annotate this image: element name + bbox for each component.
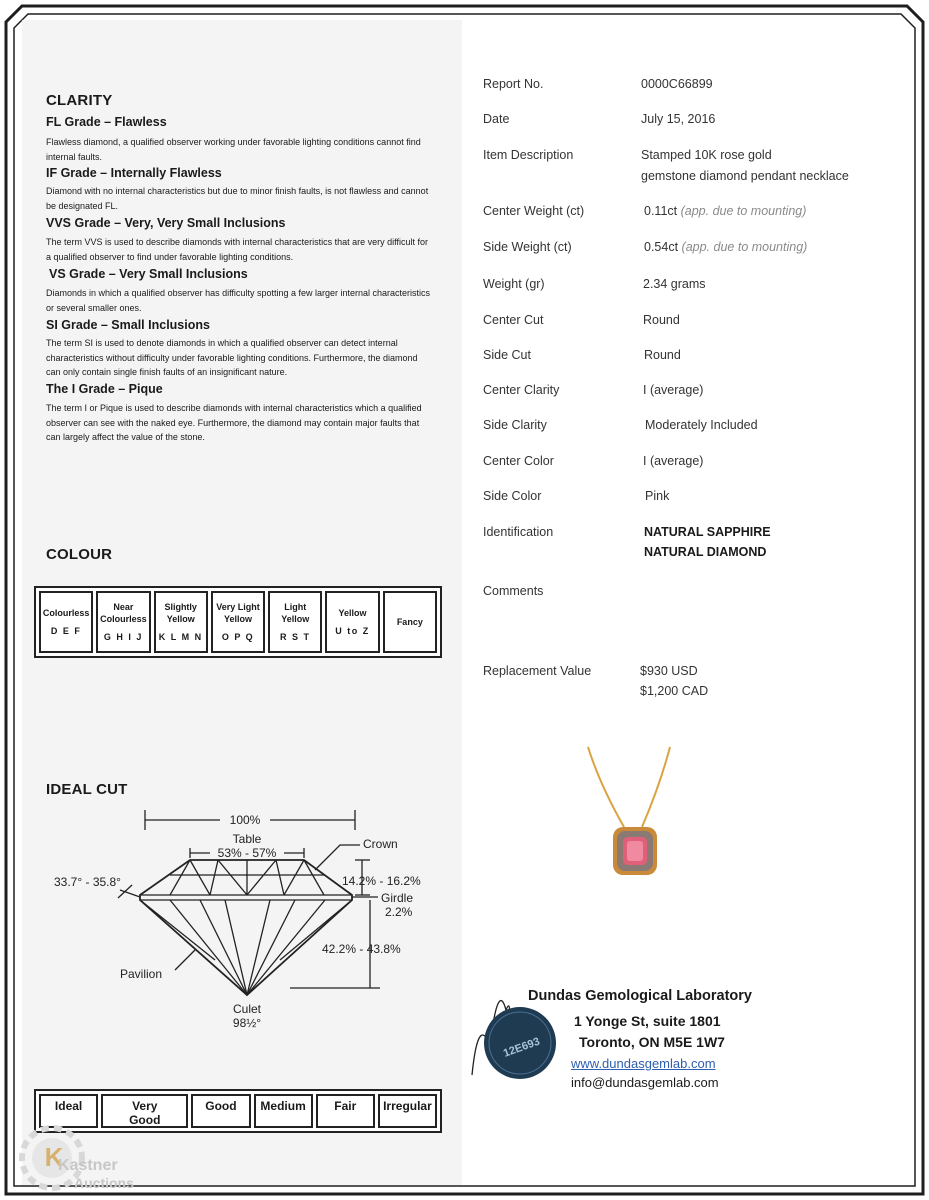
side-clarity-value: Moderately Included: [645, 418, 758, 432]
cut-grade-cell: Good: [191, 1094, 250, 1128]
replacement-value-usd: $930 USD: [640, 664, 698, 678]
grade-si-description: The term SI is used to denote diamonds in which a qualified observer can detect internal characteristics without difficulty under favorable lighting conditions. Furthermore, the diamond can only contain single finish faults of an insignificant nature.: [46, 338, 418, 377]
date-label: Date: [483, 112, 510, 126]
colour-cell: [154, 591, 208, 653]
diagram-crown-label: Crown: [363, 837, 398, 851]
center-weight-label: Center Weight (ct): [483, 204, 585, 218]
colour-cell-code: O P Q: [221, 632, 255, 642]
grade-vs-heading: VS Grade – Very Small Inclusions: [49, 267, 248, 281]
colour-cell: [268, 591, 322, 653]
lab-address-line1: 1 Yonge St, suite 1801: [574, 1013, 721, 1029]
colour-cell: [211, 591, 265, 653]
grade-i-description: The term I or Pique is used to describe diamonds with internal characteristics which a qualified observer can see with the naked eye. Furthermore, the diamond may contain major faults that can largely affect the value of the stone.: [46, 403, 422, 442]
colour-cell-name: Fancy: [396, 617, 423, 627]
side-cut-value: Round: [644, 348, 681, 362]
colour-cell-code: K L M N: [158, 632, 203, 642]
diagram-crown-height: 14.2% - 16.2%: [342, 874, 421, 888]
report-no-label: Report No.: [483, 77, 544, 91]
center-clarity-value: I (average): [643, 383, 704, 397]
center-color-value: I (average): [643, 454, 704, 468]
cut-grade-cell: Fair: [316, 1094, 375, 1128]
center-weight-value-row: [644, 201, 806, 222]
grade-fl-heading: FL Grade – Flawless: [46, 115, 167, 129]
seal-number: 12E693: [501, 1035, 542, 1060]
diagram-girdle-value: 2.2%: [385, 905, 413, 919]
colour-cell-name: Colourless: [42, 608, 90, 618]
watermark-line2: Auctions: [74, 1175, 134, 1191]
replacement-value-cad: $1,200 CAD: [640, 684, 709, 698]
date-value: July 15, 2016: [641, 112, 716, 126]
cut-grade-cell: Ideal: [39, 1094, 98, 1128]
side-cut-label: Side Cut: [483, 348, 531, 362]
item-description-line2: gemstone diamond pendant necklace: [641, 169, 849, 183]
center-cut-label: Center Cut: [483, 313, 544, 327]
item-description-label: Item Description: [483, 148, 574, 162]
colour-cell-code: R S T: [280, 632, 311, 642]
cut-grade-cell: Irregular: [378, 1094, 437, 1128]
diagram-crown-angle: 33.7° - 35.8°: [54, 875, 121, 889]
kastner-auctions-watermark: [18, 1118, 138, 1196]
colour-cell-code: G H I J: [103, 632, 143, 642]
diagram-table-range: 53% - 57%: [217, 846, 277, 860]
side-weight-value: 0.54ct: [644, 240, 679, 254]
report-no-value: 0000C66899: [641, 77, 713, 91]
diagram-girdle-label: Girdle: [381, 891, 414, 905]
lab-name: Dundas Gemological Laboratory: [528, 988, 752, 1004]
clarity-title: CLARITY: [46, 92, 113, 109]
lab-website-link[interactable]: www.dundasgemlab.com: [571, 1056, 716, 1071]
ideal-cut-title: IDEAL CUT: [46, 781, 128, 798]
center-cut-value: Round: [643, 313, 680, 327]
weight-gr-label: Weight (gr): [483, 277, 545, 291]
pendant-necklace-image: [580, 745, 690, 880]
replacement-value-label: Replacement Value: [483, 664, 592, 678]
lab-address-line2: Toronto, ON M5E 1W7: [579, 1034, 725, 1050]
grade-i-heading: The I Grade – Pique: [46, 382, 163, 396]
lab-email[interactable]: info@dundasgemlab.com: [571, 1075, 719, 1090]
side-weight-note: (app. due to mounting): [681, 240, 808, 254]
side-clarity-label: Side Clarity: [483, 418, 547, 432]
colour-cell-name: Light Yellow: [281, 602, 310, 624]
diagram-culet-angle: 98½°: [232, 1016, 262, 1030]
colour-cell-name: Slightly Yellow: [164, 602, 197, 624]
colour-cell-name: Near Colourless: [100, 602, 147, 624]
grade-vvs-description: The term VVS is used to describe diamonds with internal characteristics that are very difficult for a qualified observer to find under favorable lighting conditions.: [46, 237, 428, 262]
identification-line2: NATURAL DIAMOND: [644, 545, 767, 559]
grade-si-heading: SI Grade – Small Inclusions: [46, 318, 210, 332]
colour-cell: [39, 591, 93, 653]
diagram-pavilion-label: Pavilion: [120, 967, 163, 981]
item-description-line1: Stamped 10K rose gold: [641, 148, 772, 162]
cut-grade-cell: Very Good: [101, 1094, 188, 1128]
diagram-pavilion-depth: 42.2% - 43.8%: [322, 942, 401, 956]
identification-line1: NATURAL SAPPHIRE: [644, 525, 771, 539]
identification-label: Identification: [483, 525, 554, 539]
center-clarity-label: Center Clarity: [483, 383, 560, 397]
colour-cell-code: U to Z: [335, 626, 370, 636]
colour-cell: [96, 591, 150, 653]
colour-cell-name: Very Light Yellow: [216, 602, 260, 624]
colour-cell-name: Yellow: [338, 608, 367, 618]
grade-if-heading: IF Grade – Internally Flawless: [46, 166, 222, 180]
side-weight-label: Side Weight (ct): [483, 240, 572, 254]
diagram-table-label: Table: [232, 832, 262, 846]
colour-scale-table: [34, 586, 442, 658]
center-weight-note: (app. due to mounting): [680, 204, 807, 218]
diagram-width-label: 100%: [229, 813, 261, 827]
colour-cell-code: D E F: [50, 626, 82, 636]
diagram-culet-label: Culet: [232, 1002, 262, 1016]
side-weight-value-row: [644, 237, 807, 258]
colour-cell: [383, 591, 437, 653]
colour-title: COLOUR: [46, 546, 113, 563]
weight-gr-value: 2.34 grams: [643, 277, 706, 291]
grade-vvs-heading: VVS Grade – Very, Very Small Inclusions: [46, 216, 286, 230]
side-color-label: Side Color: [483, 489, 542, 503]
side-color-value: Pink: [645, 489, 670, 503]
lab-info-block: [528, 988, 752, 1004]
colour-cell: [325, 591, 379, 653]
svg-text:K: K: [44, 1142, 64, 1172]
grade-fl-description: Flawless diamond, a qualified observer working under favorable lighting conditions cannot find internal faults.: [46, 137, 421, 162]
center-weight-value: 0.11ct: [644, 204, 678, 218]
grade-vs-description: Diamonds in which a qualified observer has difficulty spotting a few larger internal characteristics or several smaller ones.: [46, 288, 431, 313]
grade-if-description: Diamond with no internal characteristics but due to minor finish faults, is not flawless and cannot be designated FL.: [46, 186, 429, 211]
watermark-line1: Kastner: [58, 1157, 118, 1174]
center-color-label: Center Color: [483, 454, 554, 468]
cut-grade-cell: Medium: [254, 1094, 313, 1128]
comments-label: Comments: [483, 584, 544, 598]
diamond-proportions-diagram: [40, 800, 460, 1040]
